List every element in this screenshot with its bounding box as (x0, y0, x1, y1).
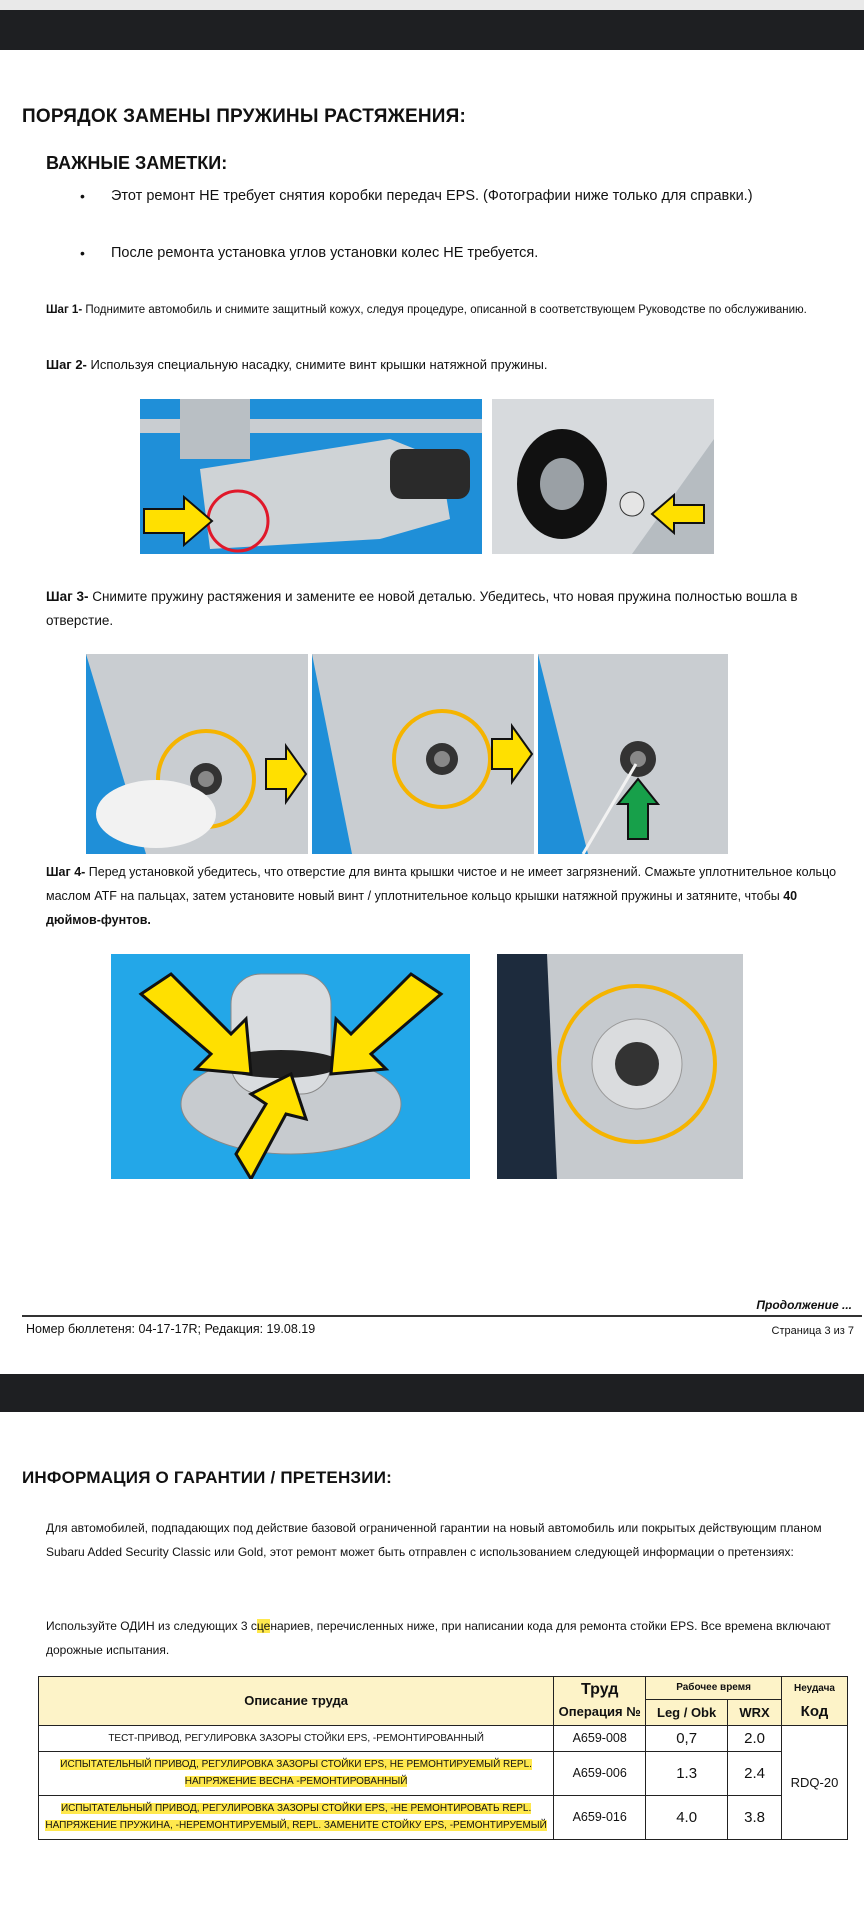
step3-photo-1 (86, 654, 308, 854)
col-code: Код (782, 1699, 848, 1725)
step-text: Поднимите автомобиль и снимите защитный кожух, следуя процедуре, описанной в соответствующем Руководстве по обслуживанию. (82, 304, 807, 316)
bullet-icon: • (80, 188, 85, 204)
page-separator (0, 1374, 864, 1412)
page-separator-top (0, 10, 864, 50)
step-2 (46, 353, 846, 377)
step3-photo-3 (538, 654, 728, 854)
col-labor: Труд (554, 1677, 646, 1700)
col-labor-time: Рабочее время (646, 1677, 782, 1700)
footer-rule (22, 1315, 862, 1317)
col-description: Описание труда (39, 1677, 554, 1726)
bullet-icon: • (80, 245, 85, 261)
note-text: Этот ремонт НЕ требует снятия коробки передач EPS. (Фотографии ниже только для справки.) (111, 188, 753, 204)
table-row: ИСПЫТАТЕЛЬНЫЙ ПРИВОД, РЕГУЛИРОВКА ЗАЗОРЫ СТОЙКИ EPS, НЕ РЕМОНТИРУЕМЫЙ REPL. НАПРЯЖЕНИЕ ВЕСНА -РЕМОНТИРОВАННЫЙ A659-006 1.3 2.4 (39, 1751, 848, 1795)
step-1 (46, 298, 846, 322)
labor-table (38, 1676, 848, 1840)
col-wrx: WRX (728, 1699, 782, 1725)
col-fail: Неудача (782, 1677, 848, 1700)
step-label: Шаг 1- (46, 304, 83, 316)
note-item (80, 245, 538, 261)
warranty-paragraph-1: Для автомобилей, подпадающих под действие базовой ограниченной гарантии на новый автомобиль или покрытых действующим планом Subaru Added Security Classic или Gold, этот ремонт может быть отправлен с использованием следующей информации о претензиях: (46, 1521, 822, 1559)
step-label: Шаг 2- (46, 357, 87, 372)
col-leg-obk: Leg / Obk (646, 1699, 728, 1725)
step-4 (46, 860, 846, 932)
step4-photo-hole (497, 954, 743, 1179)
bulletin-number: Номер бюллетеня: 04-17-17R; Редакция: 19.08.19 (26, 1322, 316, 1336)
step2-photo-rack (140, 399, 482, 554)
step-text: Используя специальную насадку, снимите винт крышки натяжной пружины. (86, 357, 548, 372)
step3-photo-2 (312, 654, 534, 854)
table-row: ИСПЫТАТЕЛЬНЫЙ ПРИВОД, РЕГУЛИРОВКА ЗАЗОРЫ СТОЙКИ EPS, -НЕ РЕМОНТИРОВАТЬ REPL. НАПРЯЖЕНИЕ ПРУЖИНА, -НЕРЕМОНТИРУЕМЫЙ, REPL. ЗАМЕНИТЕ СТОЙКУ EPS, -РЕМОНТИРУЕМЫЙ A659-016 4.0 3.8 (39, 1795, 848, 1839)
warranty-paragraph-2: Используйте ОДИН из следующих 3 сценариев, перечисленных ниже, при написании кода для ремонта стойки EPS. Все времена включают дорожные испытания. (46, 1619, 831, 1657)
step-3 (46, 585, 846, 633)
step4-photo-screw (111, 954, 470, 1179)
viewer-top-bar (0, 0, 864, 10)
step-text: Снимите пружину растяжения и замените ее новой деталью. Убедитесь, что новая пружина полностью вошла в отверстие. (46, 589, 798, 628)
table-row: ТЕСТ-ПРИВОД, РЕГУЛИРОВКА ЗАЗОРЫ СТОЙКИ EPS, -РЕМОНТИРОВАННЫЙ A659-008 0,7 2.0 RDQ-20 (39, 1725, 848, 1751)
page-title: ПОРЯДОК ЗАМЕНЫ ПРУЖИНЫ РАСТЯЖЕНИЯ: (22, 106, 467, 127)
continued-label: Продолжение ... (756, 1298, 852, 1312)
step-text: Перед установкой убедитесь, что отверстие для винта крышки чистое и не имеет загрязнений. Смажьте уплотнительное кольцо маслом ATF на пальцах, затем установите новый винт / уплотнительное кольцо крышки натяжной пружины и затяните, чтобы (46, 865, 837, 903)
step-torque: 40 дюймов-фунтов. (46, 889, 798, 927)
page-number: Страница 3 из 7 (771, 1325, 854, 1337)
note-text: После ремонта установка углов установки колес НЕ требуется. (111, 245, 539, 261)
step-label: Шаг 3- (46, 589, 89, 604)
step-label: Шаг 4- (46, 865, 86, 879)
step2-photo-screw (492, 399, 714, 554)
col-op-number: Операция № (554, 1699, 646, 1725)
note-item (80, 188, 753, 204)
notes-heading: ВАЖНЫЕ ЗАМЕТКИ: (46, 153, 228, 173)
warranty-title: ИНФОРМАЦИЯ О ГАРАНТИИ / ПРЕТЕНЗИИ: (22, 1468, 392, 1487)
fail-code: RDQ-20 (782, 1725, 848, 1839)
